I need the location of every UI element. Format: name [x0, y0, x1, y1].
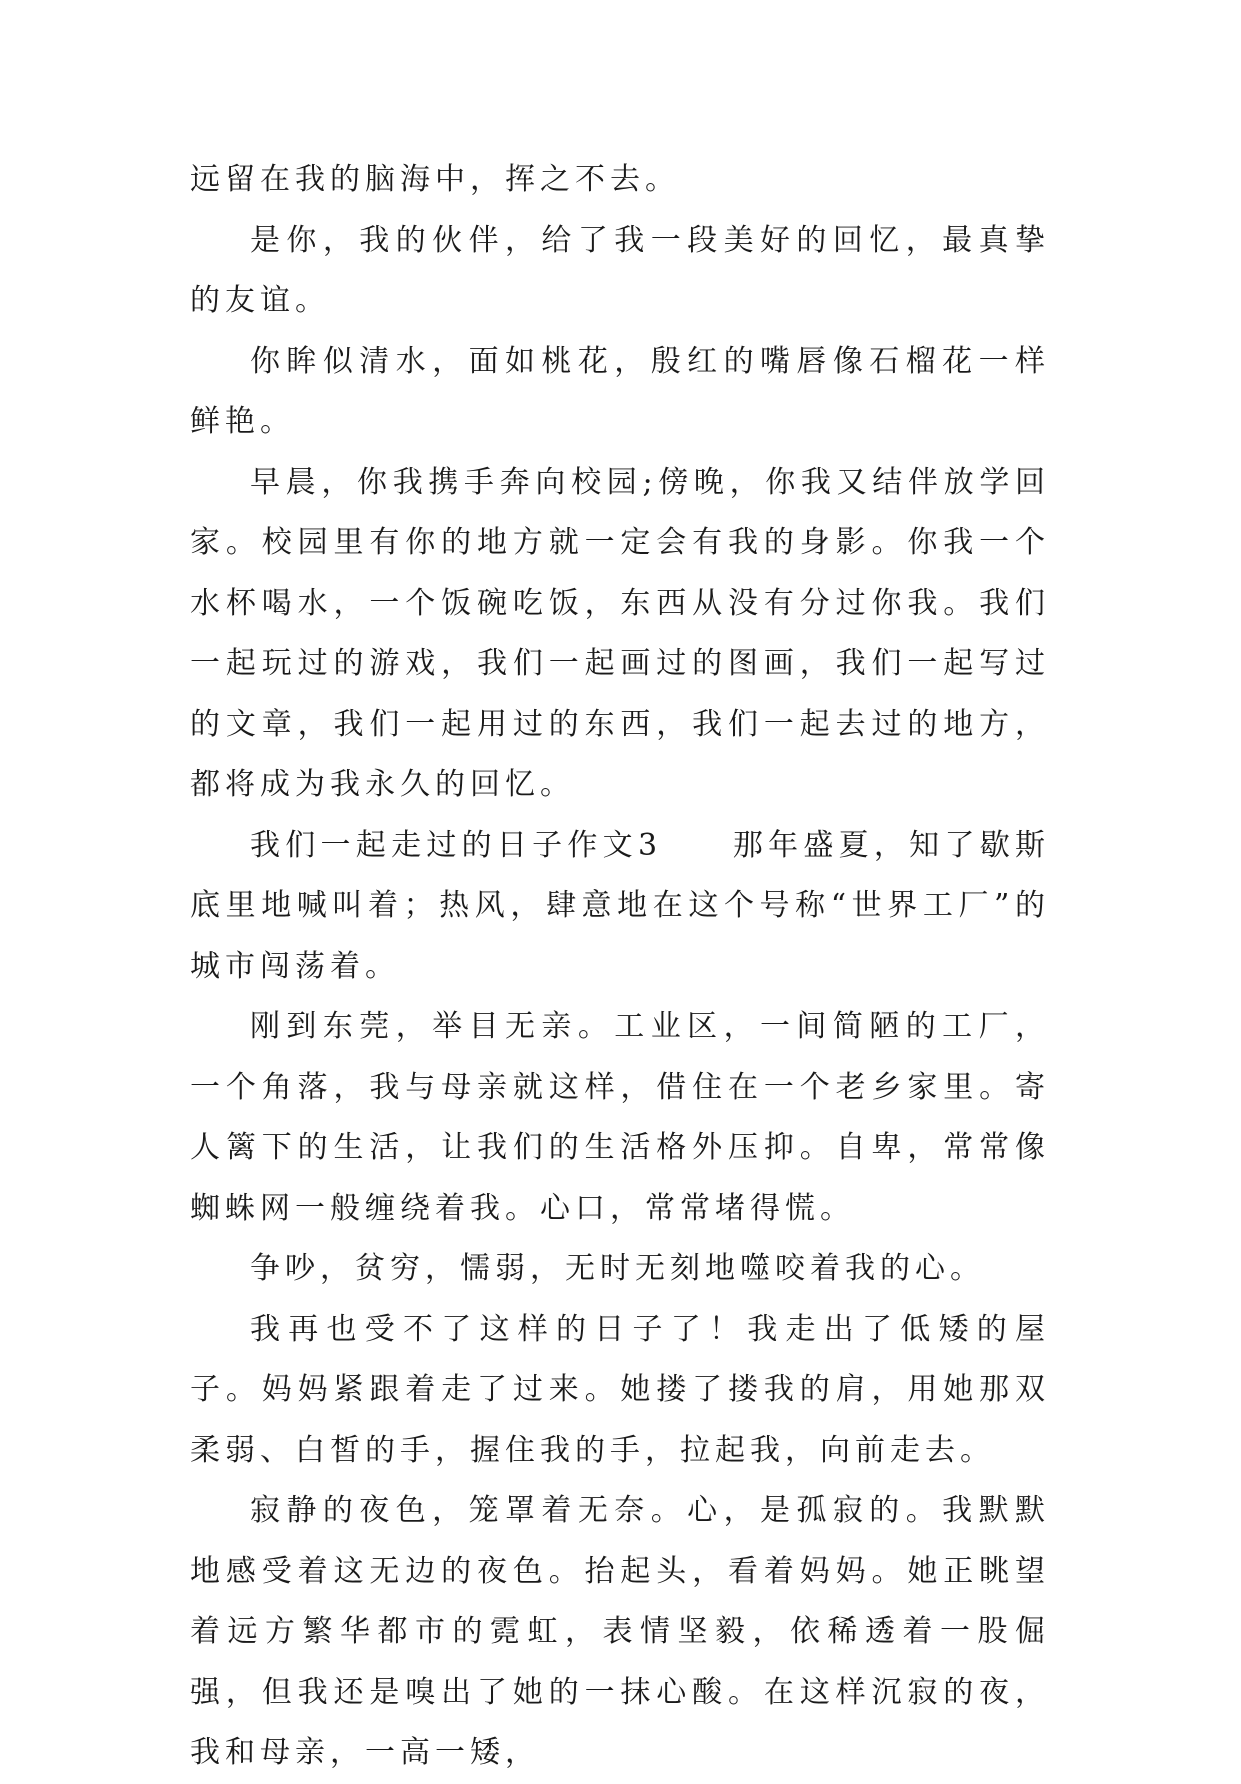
paragraph-4: 早晨，你我携手奔向校园;傍晚，你我又结伴放学回家。校园里有你的地方就一定会有我的身影。你我一个水杯喝水，一个饭碗吃饭，东西从没有分过你我。我们一起玩过的游戏，我们一起画过的图画，我们一起写过的文章，我们一起用过的东西，我们一起去过的地方，都将成为我永久的回忆。 — [190, 464, 1050, 802]
paragraph-8: 我再也受不了这样的日子了！我走出了低矮的屋子。妈妈紧跟着走了过来。她搂了搂我的肩，用她那双柔弱、白皙的手，握住我的手，拉起我，向前走去。 — [190, 1311, 1050, 1468]
paragraph-7: 争吵，贫穷，懦弱，无时无刻地噬咬着我的心。 — [250, 1251, 985, 1286]
paragraph-9: 寂静的夜色，笼罩着无奈。心，是孤寂的。我默默地感受着这无边的夜色。抬起头，看着妈妈。她正眺望着远方繁华都市的霓虹，表情坚毅，依稀透着一股倔强，但我还是嗅出了她的一抹心酸。在这样沉寂的夜，我和母亲，一高一矮， — [190, 1493, 1050, 1770]
paragraph-3: 你眸似清水，面如桃花，殷红的嘴唇像石榴花一样鲜艳。 — [190, 343, 1050, 439]
paragraph-1: 远留在我的脑海中，挥之不去。 — [190, 162, 680, 197]
document-body — [190, 150, 1050, 1784]
paragraph-2: 是你，我的伙伴，给了我一段美好的回忆，最真挚的友谊。 — [190, 222, 1050, 318]
paragraph-5: 我们一起走过的日子作文3 那年盛夏，知了歇斯底里地喊叫着；热风，肆意地在这个号称“世界工厂”的城市闯荡着。 — [190, 827, 1050, 984]
paragraph-6: 刚到东莞，举目无亲。工业区，一间简陋的工厂，一个角落，我与母亲就这样，借住在一个老乡家里。寄人篱下的生活，让我们的生活格外压抑。自卑，常常像蜘蛛网一般缠绕着我。心口，常常堵得慌。 — [190, 1009, 1050, 1226]
